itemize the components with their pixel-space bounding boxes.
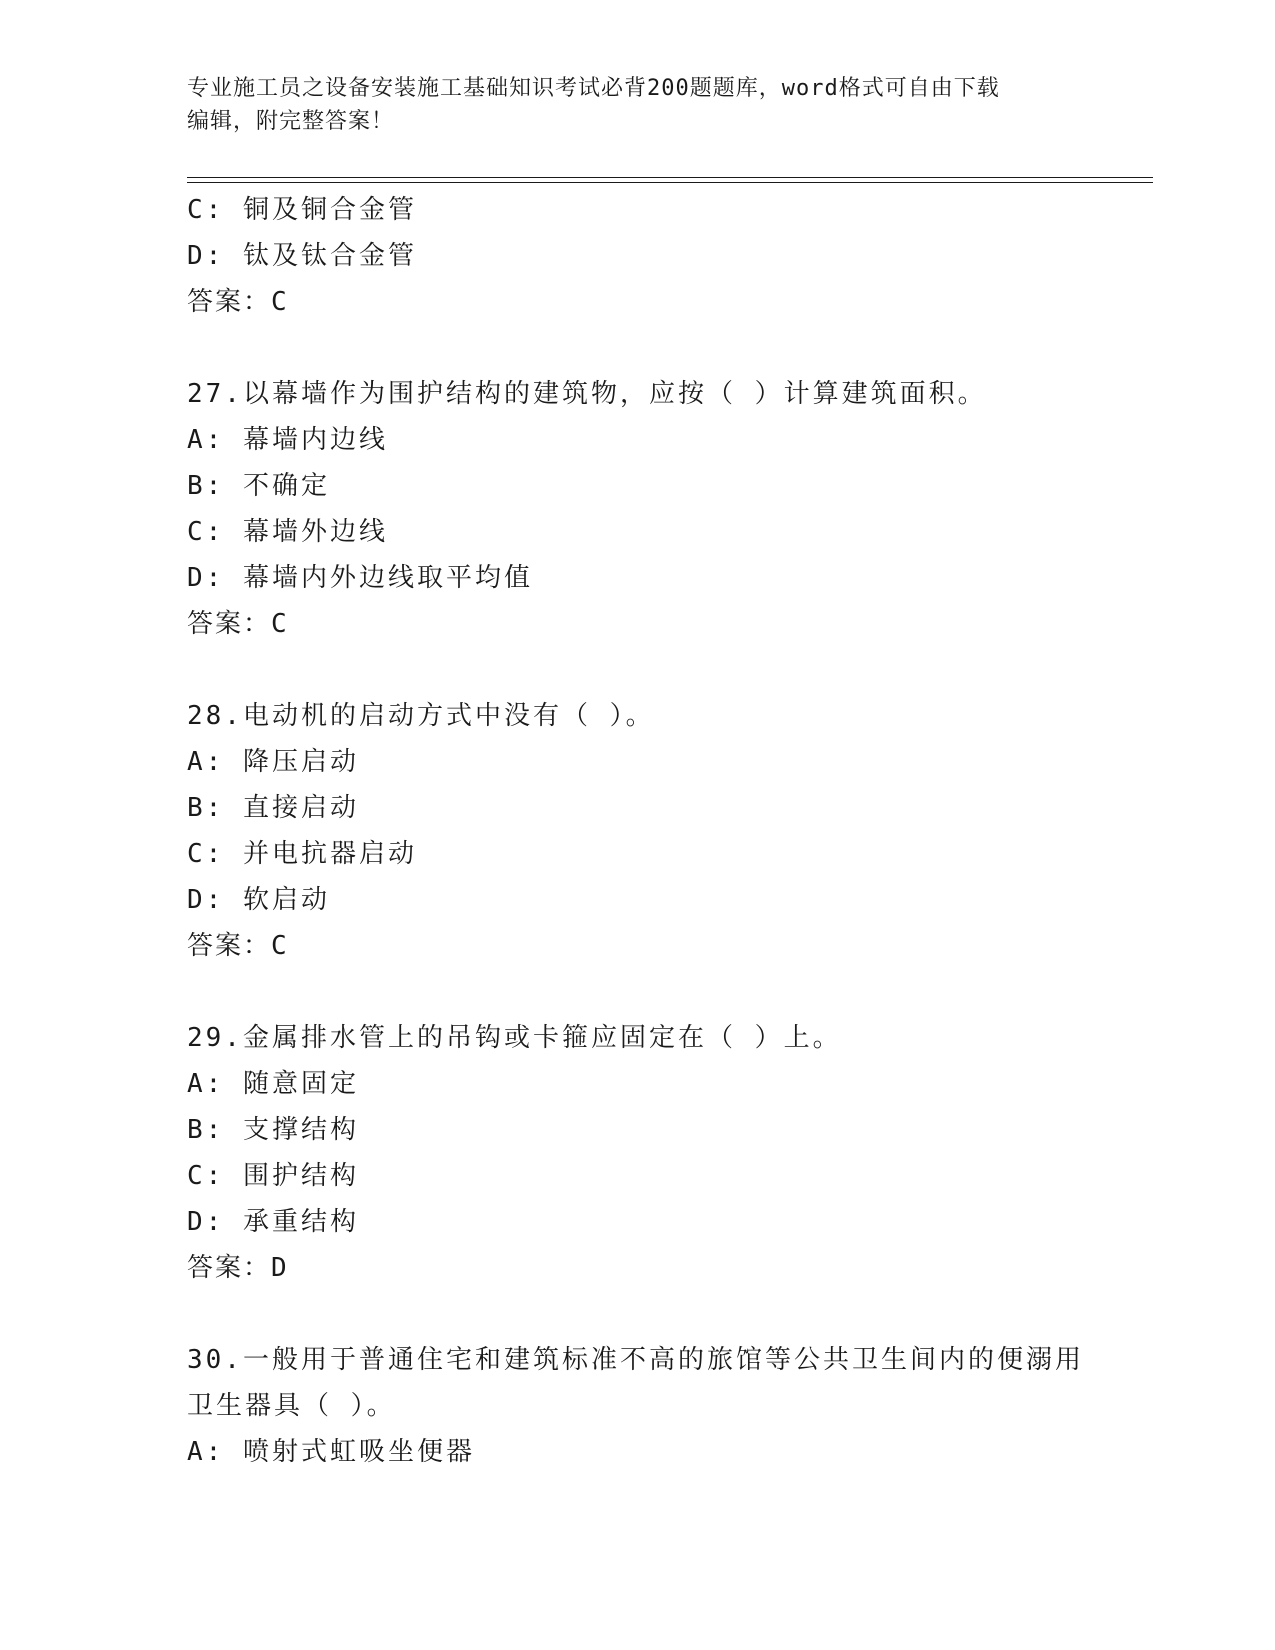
option-a [187, 1429, 1087, 1475]
option-key: A: [187, 425, 225, 455]
option-key: D: [187, 563, 225, 593]
option-text: 并电抗器启动 [242, 839, 417, 869]
option-c [187, 1153, 1087, 1199]
option-c [187, 831, 1087, 877]
option-text: 幕墙内边线 [242, 425, 388, 455]
option-b [187, 1107, 1087, 1153]
option-b [187, 785, 1087, 831]
option-text: 不确定 [242, 471, 330, 501]
option-a [187, 1061, 1087, 1107]
option-text: 随意固定 [242, 1069, 359, 1099]
header-line-2: 编辑，附完整答案！ [187, 109, 395, 134]
question-stem [187, 371, 1087, 417]
option-text: 直接启动 [242, 793, 359, 823]
option-d [187, 233, 1087, 279]
spacer [187, 647, 1087, 693]
option-key: C: [187, 839, 225, 869]
option-d [187, 877, 1087, 923]
answer-line: 答案：C [187, 287, 289, 317]
option-key: C: [187, 517, 225, 547]
answer-line: 答案：D [187, 1253, 289, 1283]
question-30 [187, 1337, 1087, 1475]
option-text: 承重结构 [242, 1207, 359, 1237]
option-a [187, 417, 1087, 463]
option-d [187, 555, 1087, 601]
header-divider-bottom [187, 182, 1153, 183]
option-key: D: [187, 1207, 225, 1237]
question-28 [187, 693, 1087, 969]
question-number: 27. [187, 379, 243, 409]
question-number: 30. [187, 1345, 243, 1375]
option-text: 降压启动 [242, 747, 359, 777]
spacer [187, 1291, 1087, 1337]
document-header [187, 72, 1077, 138]
question-text: 金属排水管上的吊钩或卡箍应固定在（ ）上。 [242, 1023, 842, 1053]
option-text: 支撑结构 [242, 1115, 359, 1145]
option-key: A: [187, 1437, 225, 1467]
option-key: C: [187, 1161, 225, 1191]
option-key: C: [187, 195, 225, 225]
option-key: D: [187, 241, 225, 271]
option-c [187, 187, 1087, 233]
option-text: 喷射式虹吸坐便器 [242, 1437, 475, 1467]
question-number: 29. [187, 1023, 243, 1053]
header-divider-top [187, 177, 1153, 178]
option-key: A: [187, 1069, 225, 1099]
answer-line: 答案：C [187, 931, 289, 961]
question-stem [187, 1337, 1087, 1383]
option-key: B: [187, 1115, 225, 1145]
question-27 [187, 371, 1087, 647]
option-text: 软启动 [242, 885, 330, 915]
question-stem-continued: 卫生器具（ ）。 [187, 1391, 396, 1421]
question-number: 28. [187, 701, 243, 731]
question-text: 电动机的启动方式中没有（ ）。 [242, 701, 655, 731]
option-c [187, 509, 1087, 555]
question-29 [187, 1015, 1087, 1291]
spacer [187, 325, 1087, 371]
option-text: 钛及钛合金管 [242, 241, 417, 271]
header-line-1: 专业施工员之设备安装施工基础知识考试必背200题题库，word格式可自由下载 [187, 76, 1000, 101]
prev-question [187, 187, 1087, 325]
option-text: 铜及铜合金管 [242, 195, 417, 225]
answer-line: 答案：C [187, 609, 289, 639]
option-text: 围护结构 [242, 1161, 359, 1191]
option-text: 幕墙外边线 [242, 517, 388, 547]
option-d [187, 1199, 1087, 1245]
option-key: B: [187, 793, 225, 823]
question-stem [187, 693, 1087, 739]
option-text: 幕墙内外边线取平均值 [242, 563, 533, 593]
option-key: A: [187, 747, 225, 777]
question-text: 一般用于普通住宅和建筑标准不高的旅馆等公共卫生间内的便溺用 [242, 1345, 1084, 1375]
question-stem [187, 1015, 1087, 1061]
option-key: B: [187, 471, 225, 501]
option-key: D: [187, 885, 225, 915]
question-list [187, 187, 1087, 1475]
spacer [187, 969, 1087, 1015]
option-b [187, 463, 1087, 509]
option-a [187, 739, 1087, 785]
question-text: 以幕墙作为围护结构的建筑物，应按（ ）计算建筑面积。 [242, 379, 987, 409]
